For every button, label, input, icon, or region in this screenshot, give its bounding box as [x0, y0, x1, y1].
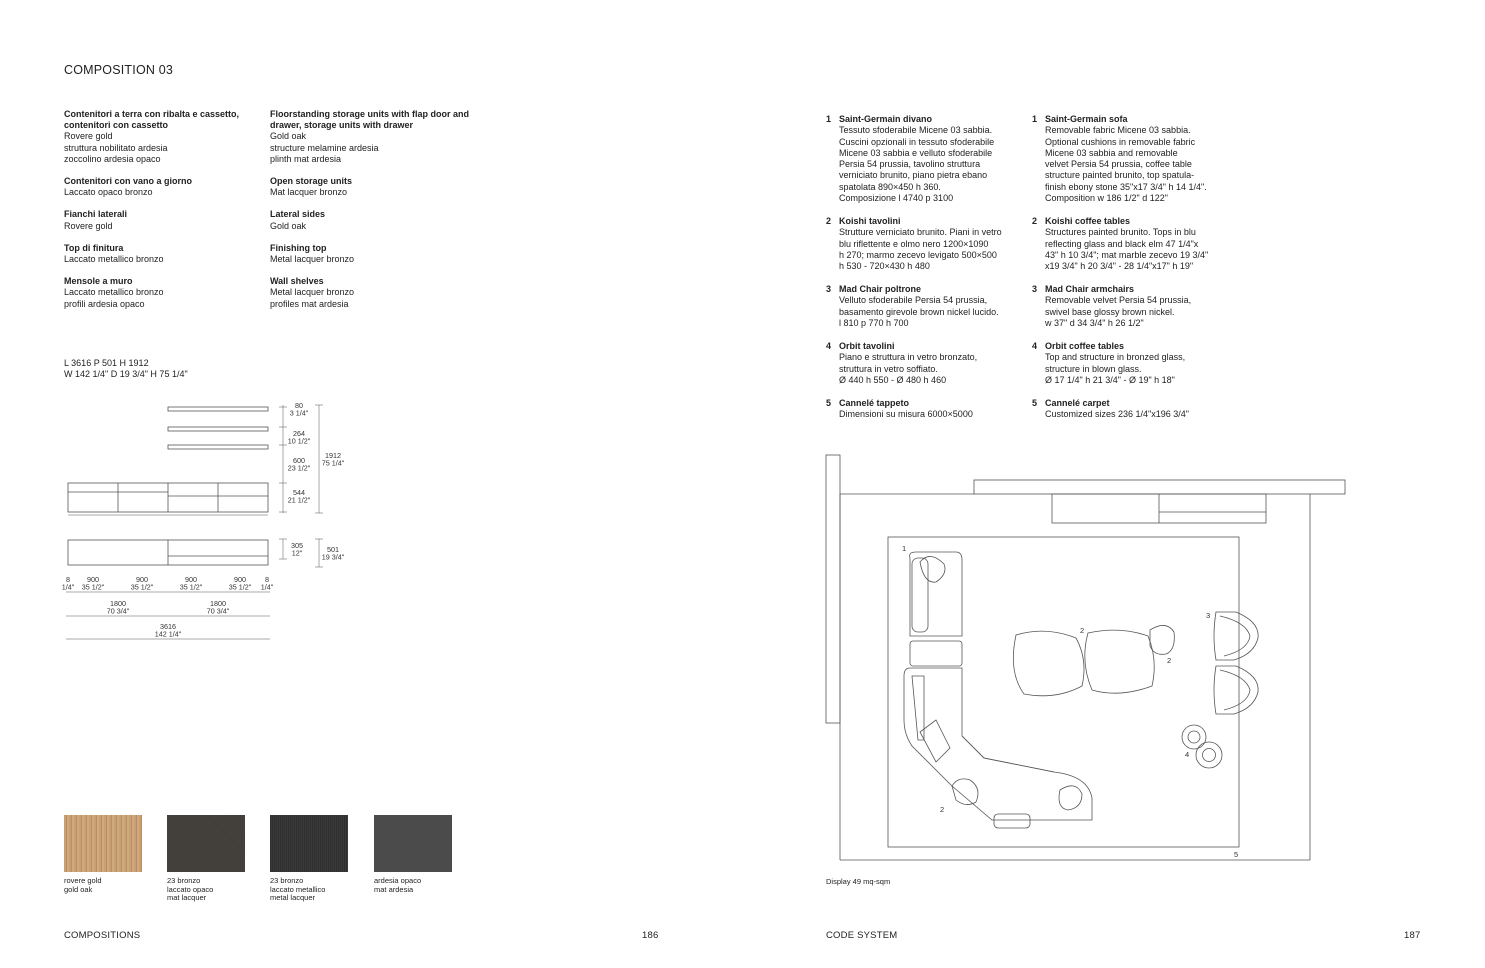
- spec-heading: Lateral sides: [270, 209, 326, 220]
- spec-line: profili ardesia opaco: [64, 298, 145, 309]
- wall-shelf: [168, 427, 268, 431]
- dimension-label: 75 1/4": [321, 458, 345, 468]
- wall-shelf: [168, 445, 268, 449]
- spec-line: Laccato metallico bronzo: [64, 287, 164, 298]
- item-line: Cuscini opzionali in tessuto sfoderabile: [839, 136, 995, 147]
- dimension-label: 142 1/4": [154, 629, 182, 639]
- item-line: Composition w 186 1/2" d 122": [1045, 193, 1168, 204]
- item-number: 4: [826, 341, 832, 351]
- item-line: Strutture verniciato brunito. Piani in vetro: [839, 227, 1002, 238]
- page-number: 186: [642, 930, 659, 941]
- item-line: 43" h 10 3/4"; mat marble zecevo 19 3/4": [1045, 249, 1209, 260]
- mad-chair: [1214, 612, 1258, 660]
- item-line: Structures painted brunito. Tops in blu: [1045, 227, 1196, 238]
- plan-label: 4: [1185, 750, 1190, 759]
- footer-section-label: COMPOSITIONS: [64, 930, 141, 941]
- product-item: [826, 398, 1024, 421]
- spec-heading: Wall shelves: [270, 276, 324, 287]
- spec-heading: Open storage units: [270, 176, 353, 187]
- swatch-bronzo-mat: [167, 815, 245, 872]
- dimension-label: 70 3/4": [106, 606, 130, 616]
- item-line: x19 3/4" h 20 3/4" - 28 1/4"x17" h 19": [1045, 261, 1194, 272]
- spec-group: [270, 276, 470, 310]
- koishi-table: [1013, 631, 1084, 696]
- item-number: 2: [826, 216, 832, 226]
- dimension-label: 23 1/2": [287, 463, 311, 473]
- item-line: velvet Persia 54 prussia, coffee table: [1045, 159, 1192, 170]
- item-heading: Saint-Germain sofa: [1045, 114, 1128, 124]
- dimension-label: 35 1/2": [228, 582, 252, 592]
- spec-line: plinth mat ardesia: [270, 153, 342, 164]
- item-line: Micene 03 sabbia and removable: [1045, 147, 1178, 158]
- orbit-table: [1196, 742, 1222, 768]
- dimension-label: 1/4": [61, 582, 75, 592]
- product-item: [1032, 341, 1230, 386]
- dimension-label: 900: [234, 575, 246, 584]
- item-line: Velluto sfoderabile Persia 54 prussia,: [839, 295, 988, 306]
- dimension-label: 900: [136, 575, 148, 584]
- spec-group: [64, 176, 264, 198]
- plan-label: 5: [1234, 850, 1239, 859]
- item-heading: Koishi tavolini: [839, 216, 901, 226]
- sofa-corner: [904, 668, 1092, 820]
- dimension-label: 80: [295, 401, 303, 410]
- spec-group: [270, 109, 470, 165]
- spec-line: profiles mat ardesia: [270, 298, 349, 309]
- dimension-label: 900: [87, 575, 99, 584]
- item-line: reflecting glass and black elm 47 1/4"x: [1045, 238, 1199, 249]
- swatch-bronzo-metal: [270, 815, 348, 872]
- spec-heading: Contenitori a terra con ribalta e cassetto, contenitori con cassetto: [64, 109, 240, 131]
- spec-heading: Mensole a muro: [64, 276, 133, 287]
- spec-heading: Contenitori con vano a giorno: [64, 176, 192, 187]
- item-line: h 270; marmo zecevo levigato 500×500: [839, 249, 997, 260]
- item-line: Persia 54 prussia, tavolino struttura: [839, 159, 981, 170]
- item-heading: Koishi coffee tables: [1045, 216, 1131, 226]
- spec-line: Laccato metallico bronzo: [64, 254, 164, 265]
- spec-line: Laccato opaco bronzo: [64, 187, 153, 198]
- swatch-ardesia: [374, 815, 452, 872]
- item-number: 3: [826, 284, 832, 294]
- dimension-label: 35 1/2": [179, 582, 203, 592]
- koishi-table: [1085, 630, 1154, 693]
- item-heading: Orbit tavolini: [839, 341, 895, 351]
- dimensions-imperial: W 142 1/4" D 19 3/4" H 75 1/4": [64, 369, 188, 379]
- item-line: spatolata 890×450 h 360.: [839, 181, 941, 192]
- spec-group: [270, 209, 470, 231]
- item-line: l 810 p 770 h 700: [839, 317, 909, 328]
- product-item: [826, 284, 1024, 329]
- item-heading: Mad Chair poltrone: [839, 284, 922, 294]
- dimension-label: 35 1/2": [81, 582, 105, 592]
- wall-left: [826, 455, 840, 723]
- item-heading: Cannelé tappeto: [839, 398, 910, 408]
- dimension-label: 1/4": [260, 582, 274, 592]
- item-line: Dimensioni su misura 6000×5000: [839, 409, 973, 420]
- dimension-label: 305: [291, 541, 303, 550]
- spec-group: [64, 109, 264, 165]
- dimension-label: 12": [291, 548, 303, 558]
- item-line: Removable fabric Micene 03 sabbia.: [1045, 125, 1191, 136]
- item-line: Customized sizes 236 1/4"x196 3/4": [1045, 409, 1189, 420]
- item-number: 5: [826, 398, 832, 408]
- sofa-ottoman: [910, 641, 962, 666]
- spec-line: Metal lacquer bronzo: [270, 254, 355, 265]
- item-line: blu riflettente e olmo nero 1200×1090: [839, 238, 989, 249]
- spec-line: Rovere gold: [64, 220, 113, 231]
- item-line: Composizione l 4740 p 3100: [839, 193, 954, 204]
- dimension-label: 3 1/4": [289, 408, 309, 418]
- item-line: structure painted brunito, top spatula-: [1045, 170, 1195, 181]
- spec-line: Mat lacquer bronzo: [270, 187, 348, 198]
- dimension-label: 501: [327, 545, 339, 554]
- dimension-label: 600: [293, 456, 305, 465]
- orbit-table: [1182, 725, 1206, 749]
- item-number: 1: [1032, 114, 1038, 124]
- product-item: [1032, 284, 1230, 329]
- dimension-label: 21 1/2": [287, 495, 311, 505]
- dimension-label: 35 1/2": [130, 582, 154, 592]
- plan-label: 2: [1167, 656, 1172, 665]
- item-line: h 530 - 720×430 h 480: [839, 261, 930, 272]
- spec-group: [270, 176, 470, 198]
- storage-elevation-drawing: [55, 395, 365, 645]
- spec-list-english: [270, 109, 470, 321]
- product-item: [826, 114, 1024, 204]
- plan-caption: Display 49 mq-sqm: [826, 877, 891, 886]
- product-item: [826, 341, 1024, 386]
- item-number: 1: [826, 114, 832, 124]
- item-line: Piano e struttura in vetro bronzato,: [839, 352, 978, 363]
- product-item: [1032, 114, 1230, 204]
- spec-heading: Fianchi laterali: [64, 209, 128, 220]
- dimension-label: 10 1/2": [287, 436, 311, 446]
- spec-line: zoccolino ardesia opaco: [64, 153, 161, 164]
- spec-group: [64, 209, 264, 231]
- dimensions-metric: L 3616 P 501 H 1912: [64, 358, 149, 368]
- swatch-caption: 23 bronzo laccato opaco mat lacquer: [167, 876, 214, 903]
- spec-line: Metal lacquer bronzo: [270, 287, 355, 298]
- page-number: 187: [1404, 930, 1421, 941]
- composition-title: COMPOSITION 03: [64, 63, 174, 77]
- dimension-label: 3616: [160, 622, 176, 631]
- floor-plan-drawing: [820, 450, 1360, 870]
- dimension-label: 8: [265, 575, 269, 584]
- item-line: Removable velvet Persia 54 prussia,: [1045, 295, 1192, 306]
- item-line: Ø 440 h 550 - Ø 480 h 460: [839, 374, 947, 385]
- item-number: 3: [1032, 284, 1038, 294]
- spec-heading: Finishing top: [270, 242, 327, 253]
- item-heading: Cannelé carpet: [1045, 398, 1110, 408]
- spec-heading: Floorstanding storage units with flap door and drawer, storage units with drawer: [270, 109, 469, 131]
- dimension-label: 1800: [110, 599, 126, 608]
- spec-group: [270, 243, 470, 265]
- item-heading: Orbit coffee tables: [1045, 341, 1125, 351]
- item-line: structure in blown glass.: [1045, 363, 1142, 374]
- product-item: [1032, 398, 1230, 421]
- sofa-section: [910, 552, 962, 636]
- koishi-table: [1150, 625, 1174, 654]
- wall-top: [974, 480, 1345, 494]
- item-line: w 37" d 34 3/4" h 26 1/2": [1045, 317, 1144, 328]
- spec-heading: Top di finitura: [64, 242, 124, 253]
- item-line: Top and structure in bronzed glass,: [1045, 352, 1186, 363]
- spec-group: [64, 243, 264, 265]
- plan-label: 2: [1080, 626, 1085, 635]
- dimension-label: 1912: [325, 451, 341, 460]
- dimension-label: 1800: [210, 599, 226, 608]
- wall-shelf: [168, 407, 268, 411]
- plan-label: 2: [940, 805, 945, 814]
- dimension-label: 8: [66, 575, 70, 584]
- item-line: Micene 03 sabbia e velluto sfoderabile: [839, 147, 993, 158]
- item-line: Tessuto sfoderabile Micene 03 sabbia.: [839, 125, 993, 136]
- item-line: swivel base glossy brown nickel.: [1045, 306, 1175, 317]
- dimension-label: 70 3/4": [206, 606, 230, 616]
- plan-label: 1: [902, 544, 907, 553]
- dimension-label: 19 3/4": [321, 552, 345, 562]
- item-heading: Mad Chair armchairs: [1045, 284, 1135, 294]
- item-number: 2: [1032, 216, 1038, 226]
- mad-chair: [1214, 666, 1258, 714]
- plan-label: 3: [1206, 611, 1211, 620]
- spec-line: Rovere gold: [64, 131, 113, 142]
- spec-list-italian: [64, 109, 264, 321]
- carpet: [888, 537, 1239, 847]
- swatch-caption: rovere gold gold oak: [64, 876, 102, 894]
- item-number: 4: [1032, 341, 1038, 351]
- item-line: struttura in vetro soffiato.: [839, 363, 938, 374]
- spec-line: Gold oak: [270, 131, 307, 142]
- dimension-label: 900: [185, 575, 197, 584]
- footer-section-label: CODE SYSTEM: [826, 930, 898, 941]
- spec-line: Gold oak: [270, 220, 307, 231]
- spec-line: structure melamine ardesia: [270, 142, 379, 153]
- item-line: basamento girevole brown nickel lucido.: [839, 306, 999, 317]
- item-line: Ø 17 1/4" h 21 3/4" - Ø 19" h 18": [1045, 374, 1175, 385]
- item-number: 5: [1032, 398, 1038, 408]
- item-line: Optional cushions in removable fabric: [1045, 136, 1196, 147]
- spec-group: [64, 276, 264, 310]
- item-heading: Saint-Germain divano: [839, 114, 933, 124]
- swatch-caption: 23 bronzo laccato metallico metal lacquer: [270, 876, 326, 903]
- product-item: [826, 216, 1024, 272]
- dimension-label: 544: [293, 488, 305, 497]
- item-line: verniciato brunito, piano pietra ebano: [839, 170, 988, 181]
- spec-line: struttura nobilitato ardesia: [64, 142, 168, 153]
- swatch-gold-oak: [64, 815, 142, 872]
- swatch-caption: ardesia opaco mat ardesia: [374, 876, 422, 894]
- item-line: finish ebony stone 35"x17 3/4" h 14 1/4".: [1045, 181, 1207, 192]
- product-item: [1032, 216, 1230, 272]
- dimension-label: 264: [293, 429, 305, 438]
